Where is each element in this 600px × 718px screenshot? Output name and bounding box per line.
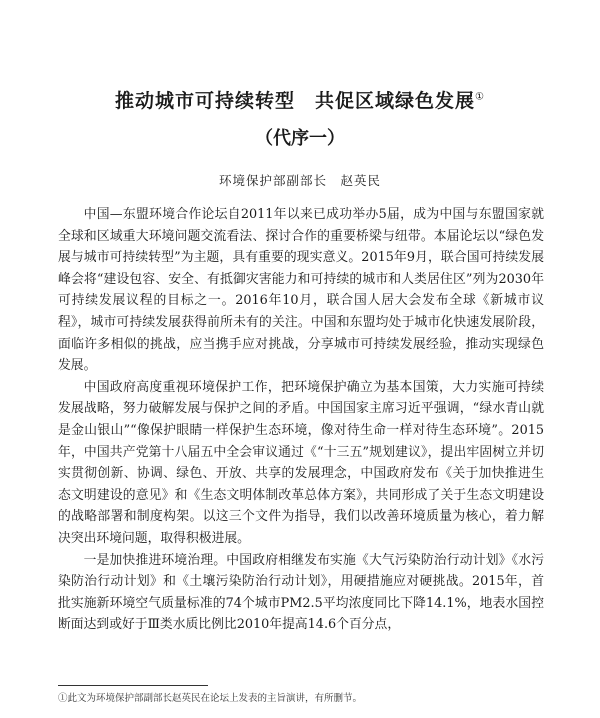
document-subtitle: （代序一） bbox=[255, 128, 345, 149]
body-text bbox=[58, 204, 544, 636]
title-text: 推动城市可持续转型 共促区域绿色发展 bbox=[115, 90, 476, 112]
footnote-marker: ① bbox=[475, 91, 485, 103]
paragraph-2: 中国政府高度重视环境保护工作，把环境保护确立为基本国策，大力实施可持续发展战略，努力破解发展与保护之间的矛盾。中国国家主席习近平强调，“绿水青山就是金山银山”“像保护眼睛一样保护生态环境，像对待生命一样对待生态环境”。2015年，中国共产党第十八届五中全会审议通过《“十三五”规划建议》，提出牢固树立并切实贯彻创新、协调、绿色、开放、共享的发展理念，中国政府发布《关于加快推进生态文明建设的意见》和《生态文明体制改革总体方案》，共同形成了关于生态文明建设的战略部署和制度构架。以这三个文件为指导，我们以改善环境质量为核心，着力解决突出环境问题，取得积极进展。 bbox=[58, 379, 544, 546]
footnote: ①此文为环境保护部副部长赵英民在论坛上发表的主旨演讲，有所删节。 bbox=[58, 693, 363, 704]
paragraph-1: 中国—东盟环境合作论坛自2011年以来已成功举办5届，成为中国与东盟国家就全球和区域重大环境问题交流看法、探讨合作的重要桥梁与纽带。本届论坛以“绿色发展与城市可持续转型”为主题，具有重要的现实意义。2015年9月，联合国可持续发展峰会将“建设包容、安全、有抵御灾害能力和可持续的城市和人类居住区”列为2030年可持续发展议程的目标之一。2016年10月，联合国人居大会发布全球《新城市议程》，城市可持续发展获得前所未有的关注。中国和东盟均处于城市化快速发展阶段，面临许多相似的挑战，应当携手应对挑战，分享城市可持续发展经验，推动实现绿色发展。 bbox=[58, 207, 544, 374]
document-title bbox=[0, 86, 600, 113]
footnote-divider bbox=[58, 685, 208, 686]
paragraph-3: 一是加快推进环境治理。中国政府相继发布实施《大气污染防治行动计划》《水污染防治行动计划》和《土壤污染防治行动计划》，用硬措施应对硬挑战。2015年，首批实施新环境空气质量标准的74个城市PM2.5平均浓度同比下降14.1%，地表水国控断面达到或好于Ⅲ类水质比例比2010年提高14.6个百分点， bbox=[58, 552, 544, 633]
author-line: 环境保护部副部长 赵英民 bbox=[218, 173, 381, 188]
